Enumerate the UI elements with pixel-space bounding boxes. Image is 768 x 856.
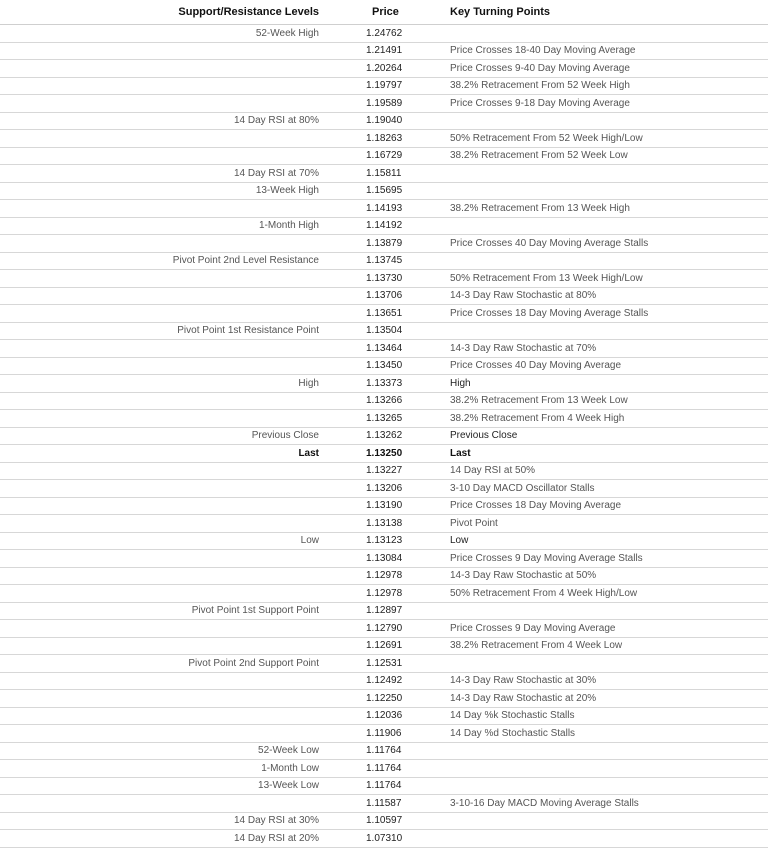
turning-point-cell <box>440 830 768 848</box>
price-cell: 1.13464 <box>325 340 440 358</box>
price-cell: 1.16729 <box>325 147 440 165</box>
price-cell: 1.12978 <box>325 567 440 585</box>
price-cell: 1.19040 <box>325 112 440 130</box>
turning-point-cell: Price Crosses 18 Day Moving Average <box>440 497 768 515</box>
turning-point-cell <box>440 777 768 795</box>
turning-point-cell: Price Crosses 18 Day Moving Average Stalls <box>440 305 768 323</box>
price-cell: 1.13373 <box>325 375 440 393</box>
price-cell: 1.10597 <box>325 812 440 830</box>
price-cell: 1.13265 <box>325 410 440 428</box>
level-cell <box>0 305 325 323</box>
table-row <box>0 252 768 270</box>
turning-point-cell: 50% Retracement From 13 Week High/Low <box>440 270 768 288</box>
turning-points-column-header: Key Turning Points <box>440 0 768 25</box>
price-cell: 1.13262 <box>325 427 440 445</box>
table-row <box>0 217 768 235</box>
level-cell: Pivot Point 2nd Support Point <box>0 655 325 673</box>
price-cell: 1.14192 <box>325 217 440 235</box>
price-cell: 1.11906 <box>325 725 440 743</box>
level-cell <box>0 637 325 655</box>
table-row <box>0 480 768 498</box>
table-row <box>0 795 768 813</box>
level-cell <box>0 95 325 113</box>
table-row <box>0 287 768 305</box>
price-cell: 1.12897 <box>325 602 440 620</box>
turning-point-cell <box>440 655 768 673</box>
turning-point-cell <box>440 742 768 760</box>
table-row <box>0 690 768 708</box>
level-cell <box>0 77 325 95</box>
level-cell <box>0 235 325 253</box>
level-cell <box>0 497 325 515</box>
table-row <box>0 497 768 515</box>
price-cell: 1.19797 <box>325 77 440 95</box>
turning-point-cell: 14-3 Day Raw Stochastic at 20% <box>440 690 768 708</box>
level-cell: 1-Month Low <box>0 760 325 778</box>
table-row <box>0 200 768 218</box>
turning-point-cell <box>440 812 768 830</box>
turning-point-cell: Price Crosses 9 Day Moving Average Stalls <box>440 550 768 568</box>
turning-point-cell: Price Crosses 9 Day Moving Average <box>440 620 768 638</box>
level-cell: Pivot Point 2nd Level Resistance <box>0 252 325 270</box>
price-cell: 1.07310 <box>325 830 440 848</box>
turning-point-cell: 14-3 Day Raw Stochastic at 80% <box>440 287 768 305</box>
table-row <box>0 130 768 148</box>
table-row <box>0 112 768 130</box>
turning-point-cell: 38.2% Retracement From 13 Week Low <box>440 392 768 410</box>
table-row <box>0 672 768 690</box>
table-row <box>0 340 768 358</box>
price-cell: 1.11764 <box>325 777 440 795</box>
price-cell: 1.12036 <box>325 707 440 725</box>
table-row <box>0 357 768 375</box>
table-row <box>0 742 768 760</box>
table-row <box>0 165 768 183</box>
turning-point-cell: 50% Retracement From 4 Week High/Low <box>440 585 768 603</box>
price-cell: 1.13450 <box>325 357 440 375</box>
turning-point-cell: 3-10 Day MACD Oscillator Stalls <box>440 480 768 498</box>
price-cell: 1.13084 <box>325 550 440 568</box>
table-row <box>0 585 768 603</box>
price-cell: 1.12492 <box>325 672 440 690</box>
price-cell: 1.21491 <box>325 42 440 60</box>
level-cell: 13-Week High <box>0 182 325 200</box>
turning-point-cell: 14 Day %k Stochastic Stalls <box>440 707 768 725</box>
price-cell: 1.12250 <box>325 690 440 708</box>
header-row <box>0 0 768 25</box>
table-row <box>0 147 768 165</box>
price-column-header: Price <box>325 0 440 25</box>
turning-point-cell <box>440 165 768 183</box>
turning-point-cell: 14 Day %d Stochastic Stalls <box>440 725 768 743</box>
level-cell: 14 Day RSI at 20% <box>0 830 325 848</box>
table-row <box>0 760 768 778</box>
price-cell: 1.13123 <box>325 532 440 550</box>
level-cell <box>0 585 325 603</box>
price-cell: 1.13266 <box>325 392 440 410</box>
level-cell <box>0 567 325 585</box>
turning-point-cell: Price Crosses 40 Day Moving Average <box>440 357 768 375</box>
table-row <box>0 655 768 673</box>
level-cell <box>0 60 325 78</box>
table-row <box>0 182 768 200</box>
turning-point-cell: 14-3 Day Raw Stochastic at 30% <box>440 672 768 690</box>
table-row <box>0 375 768 393</box>
price-cell: 1.12790 <box>325 620 440 638</box>
table-row <box>0 60 768 78</box>
table-row <box>0 25 768 43</box>
price-cell: 1.13206 <box>325 480 440 498</box>
level-cell: High <box>0 375 325 393</box>
turning-point-cell: 14-3 Day Raw Stochastic at 50% <box>440 567 768 585</box>
level-cell: 1-Month High <box>0 217 325 235</box>
level-cell: 14 Day RSI at 30% <box>0 812 325 830</box>
level-cell <box>0 690 325 708</box>
table-row <box>0 305 768 323</box>
turning-point-cell <box>440 602 768 620</box>
level-cell <box>0 392 325 410</box>
turning-point-cell <box>440 182 768 200</box>
price-cell: 1.13706 <box>325 287 440 305</box>
table-row <box>0 830 768 848</box>
table-row <box>0 445 768 463</box>
table-row <box>0 235 768 253</box>
turning-point-cell: High <box>440 375 768 393</box>
price-cell: 1.13227 <box>325 462 440 480</box>
table-row <box>0 270 768 288</box>
table-row <box>0 725 768 743</box>
level-cell <box>0 480 325 498</box>
level-cell: 13-Week Low <box>0 777 325 795</box>
level-cell <box>0 287 325 305</box>
turning-point-cell: 14-3 Day Raw Stochastic at 70% <box>440 340 768 358</box>
level-cell <box>0 147 325 165</box>
level-cell: 52-Week High <box>0 25 325 43</box>
table-row <box>0 322 768 340</box>
level-cell <box>0 42 325 60</box>
price-cell: 1.19589 <box>325 95 440 113</box>
level-cell: Pivot Point 1st Support Point <box>0 602 325 620</box>
turning-point-cell: Price Crosses 9-40 Day Moving Average <box>440 60 768 78</box>
turning-point-cell: Last <box>440 445 768 463</box>
turning-point-cell <box>440 25 768 43</box>
level-cell <box>0 462 325 480</box>
price-cell: 1.13879 <box>325 235 440 253</box>
level-cell <box>0 357 325 375</box>
turning-point-cell: 38.2% Retracement From 52 Week Low <box>440 147 768 165</box>
level-cell: 52-Week Low <box>0 742 325 760</box>
table-row <box>0 812 768 830</box>
price-cell: 1.11764 <box>325 760 440 778</box>
turning-point-cell: 14 Day RSI at 50% <box>440 462 768 480</box>
turning-point-cell <box>440 252 768 270</box>
turning-point-cell: Price Crosses 9-18 Day Moving Average <box>440 95 768 113</box>
level-cell: 14 Day RSI at 80% <box>0 112 325 130</box>
turning-point-cell: Price Crosses 40 Day Moving Average Stalls <box>440 235 768 253</box>
price-cell: 1.11587 <box>325 795 440 813</box>
price-cell: 1.12531 <box>325 655 440 673</box>
level-cell <box>0 130 325 148</box>
table-row <box>0 532 768 550</box>
level-cell <box>0 410 325 428</box>
price-cell: 1.11764 <box>325 742 440 760</box>
level-cell <box>0 340 325 358</box>
price-cell: 1.20264 <box>325 60 440 78</box>
table-header <box>0 0 768 25</box>
turning-point-cell: 3-10-16 Day MACD Moving Average Stalls <box>440 795 768 813</box>
table-row <box>0 392 768 410</box>
turning-point-cell: Price Crosses 18-40 Day Moving Average <box>440 42 768 60</box>
turning-point-cell: Pivot Point <box>440 515 768 533</box>
turning-point-cell <box>440 760 768 778</box>
table-row <box>0 602 768 620</box>
table-row <box>0 410 768 428</box>
table-row <box>0 515 768 533</box>
price-cell: 1.13730 <box>325 270 440 288</box>
turning-point-cell: 38.2% Retracement From 13 Week High <box>440 200 768 218</box>
price-cell: 1.15811 <box>325 165 440 183</box>
level-cell <box>0 672 325 690</box>
turning-point-cell <box>440 112 768 130</box>
level-cell <box>0 270 325 288</box>
price-cell: 1.24762 <box>325 25 440 43</box>
table-row <box>0 95 768 113</box>
price-cell: 1.13745 <box>325 252 440 270</box>
turning-point-cell: 38.2% Retracement From 4 Week High <box>440 410 768 428</box>
price-cell: 1.12978 <box>325 585 440 603</box>
level-cell: Low <box>0 532 325 550</box>
table-body <box>0 25 768 848</box>
table-row <box>0 42 768 60</box>
turning-point-cell <box>440 322 768 340</box>
turning-point-cell: Previous Close <box>440 427 768 445</box>
level-cell <box>0 515 325 533</box>
level-cell <box>0 200 325 218</box>
levels-column-header: Support/Resistance Levels <box>0 0 325 25</box>
table-row <box>0 427 768 445</box>
level-cell: Previous Close <box>0 427 325 445</box>
turning-point-cell: Low <box>440 532 768 550</box>
table-row <box>0 620 768 638</box>
table-row <box>0 462 768 480</box>
level-cell: Pivot Point 1st Resistance Point <box>0 322 325 340</box>
table-row <box>0 707 768 725</box>
table-row <box>0 777 768 795</box>
price-cell: 1.15695 <box>325 182 440 200</box>
level-cell: 14 Day RSI at 70% <box>0 165 325 183</box>
price-cell: 1.13250 <box>325 445 440 463</box>
price-cell: 1.13190 <box>325 497 440 515</box>
level-cell <box>0 707 325 725</box>
table-row <box>0 77 768 95</box>
price-cell: 1.12691 <box>325 637 440 655</box>
table-row <box>0 567 768 585</box>
price-cell: 1.18263 <box>325 130 440 148</box>
turning-point-cell: 50% Retracement From 52 Week High/Low <box>440 130 768 148</box>
level-cell: Last <box>0 445 325 463</box>
price-cell: 1.13138 <box>325 515 440 533</box>
price-cell: 1.14193 <box>325 200 440 218</box>
level-cell <box>0 550 325 568</box>
turning-point-cell <box>440 217 768 235</box>
table-row <box>0 637 768 655</box>
level-cell <box>0 620 325 638</box>
price-cell: 1.13504 <box>325 322 440 340</box>
turning-point-cell: 38.2% Retracement From 4 Week Low <box>440 637 768 655</box>
turning-point-cell: 38.2% Retracement From 52 Week High <box>440 77 768 95</box>
price-cell: 1.13651 <box>325 305 440 323</box>
table-row <box>0 550 768 568</box>
level-cell <box>0 725 325 743</box>
level-cell <box>0 795 325 813</box>
